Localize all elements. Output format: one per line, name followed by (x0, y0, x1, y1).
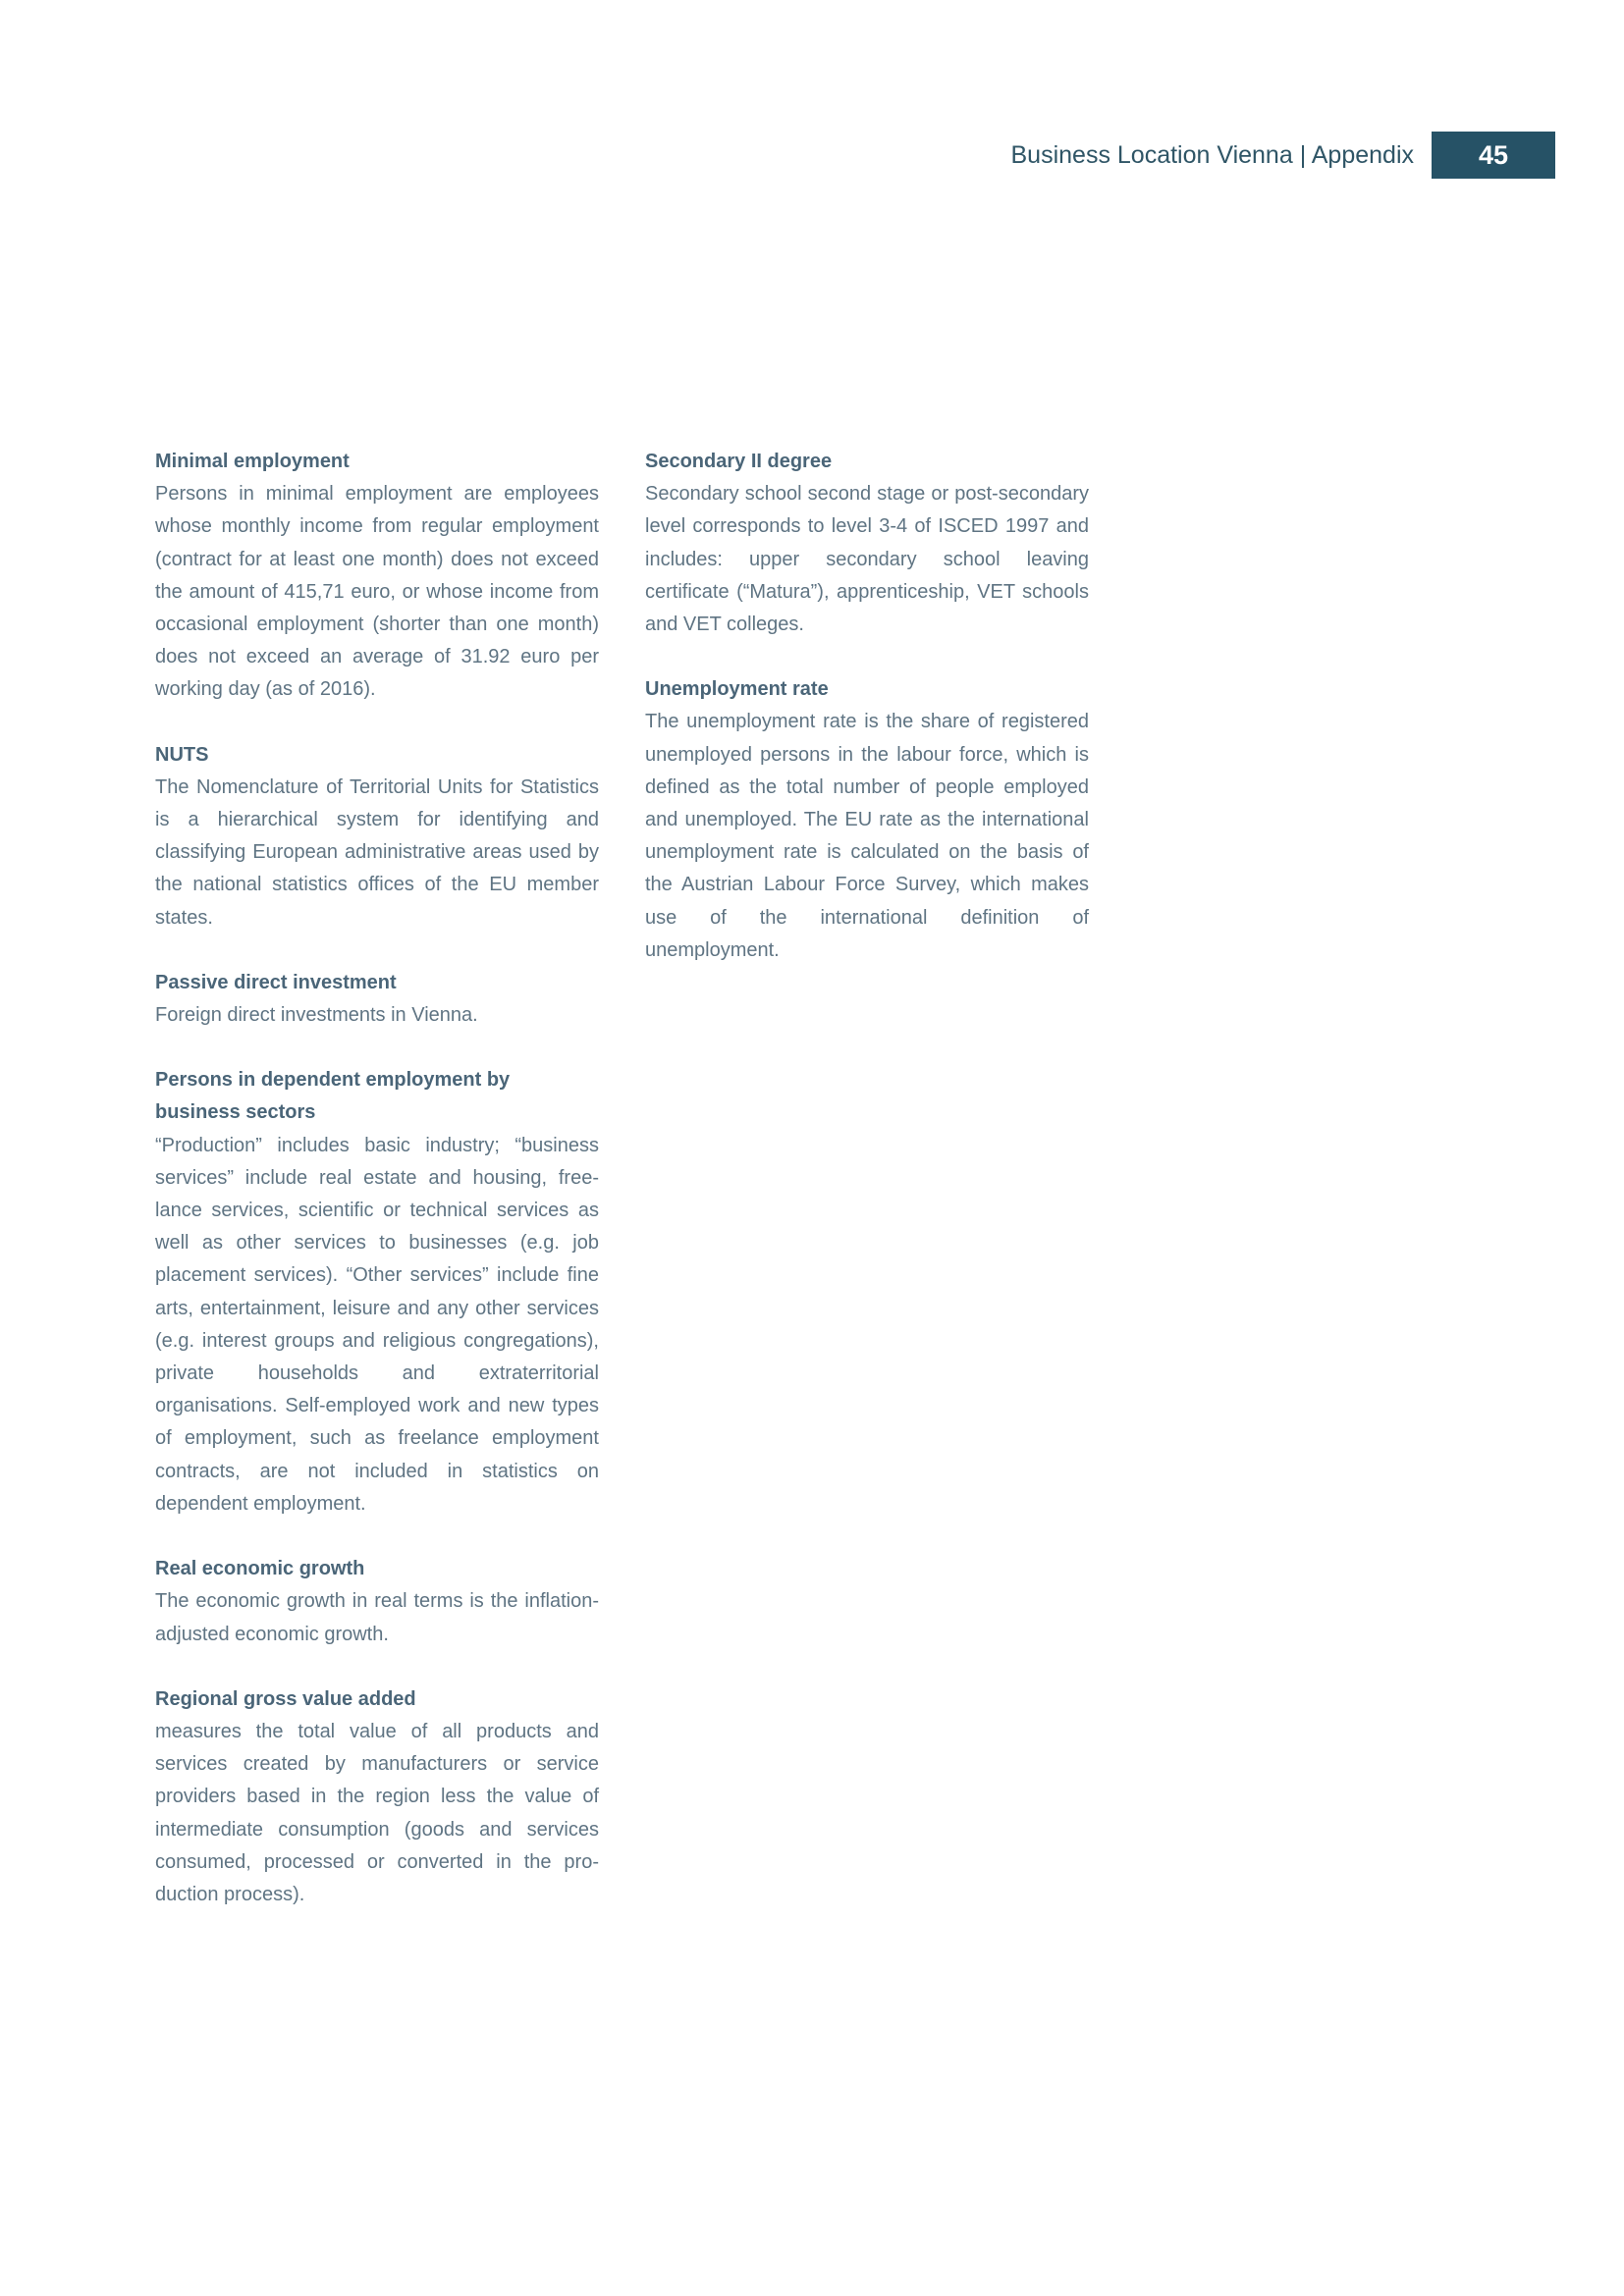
page-header (0, 132, 1624, 179)
entry-title: Real economic growth (155, 1558, 365, 1580)
glossary-entry-real-economic-growth (155, 1553, 599, 1651)
entry-title: Secondary II degree (645, 451, 833, 472)
right-column (645, 446, 1089, 999)
glossary-entry-unemployment-rate (645, 673, 1089, 967)
page-number-badge: 45 (1432, 132, 1555, 179)
glossary-entry-passive-direct-investment (155, 967, 599, 1032)
entry-body: The economic growth in real terms is the inflation-adjusted economic growth. (155, 1590, 599, 1645)
running-header-title: Business Location Vienna | Appendix (1010, 141, 1414, 169)
glossary-entry-dependent-employment (155, 1064, 599, 1521)
entry-title: Passive direct investment (155, 971, 397, 993)
entry-body: The Nomenclature of Territorial Units for Statistics is a hierarchical system for identifying and classifying European administrative areas used by the national statistics offices of the EU member states. (155, 775, 599, 929)
glossary-entry-minimal-employment (155, 446, 599, 707)
entry-title: Minimal employment (155, 451, 350, 472)
entry-body: The unemployment rate is the share of registered unemployed persons in the labour force, which is defined as the total number of people employed and unemployed. The EU rate as the international unemployment rate is calculated on the basis of the Austrian Labour Force Survey, which makes use of the international definition of unemployment. (645, 711, 1089, 961)
entry-body: Persons in minimal employment are employees whose monthly income from regular employment (contract for at least one month) does not exceed the amount of 415,71 euro, or whose income from occasional employment (shorter than one month) does not exceed an average of 31.92 euro per working day (as of 2016). (155, 483, 599, 701)
glossary-entry-nuts (155, 739, 599, 934)
glossary-entry-regional-gross-value-added (155, 1683, 599, 1911)
entry-body: “Production” includes basic industry; “business services” include real estate and housing, freelance services, scientific or technical services as well as other services to businesses (e.g. job placement services). “Other services” include fine arts, entertainment, leisure and any other services (e.g. interest groups and religious congregations), private households and extraterritorial organisations. Self-employed work and new types of employment, such as freelance employment contracts, are not included in statistics on dependent employment. (155, 1134, 599, 1515)
entry-body: measures the total value of all products and services created by manufacturers or service providers based in the region less the value of intermediate consumption (goods and services consumed, processed or converted in the production process). (155, 1720, 599, 1905)
entry-body: Foreign direct investments in Vienna. (155, 1004, 478, 1027)
entry-title: NUTS (155, 743, 209, 766)
entry-title: Unemployment rate (645, 678, 829, 701)
entry-title: Persons in dependent employment by business sectors (155, 1069, 511, 1124)
glossary-entry-secondary-ii-degree (645, 446, 1089, 641)
entry-body: Secondary school second stage or post-secondary level corresponds to level 3-4 of ISCED 1997 and includes: upper secondary school leaving certificate (“Matura”), apprenticeship, VET schools and VET colleges. (645, 483, 1089, 636)
left-column (155, 446, 599, 1944)
entry-title: Regional gross value added (155, 1687, 416, 1710)
